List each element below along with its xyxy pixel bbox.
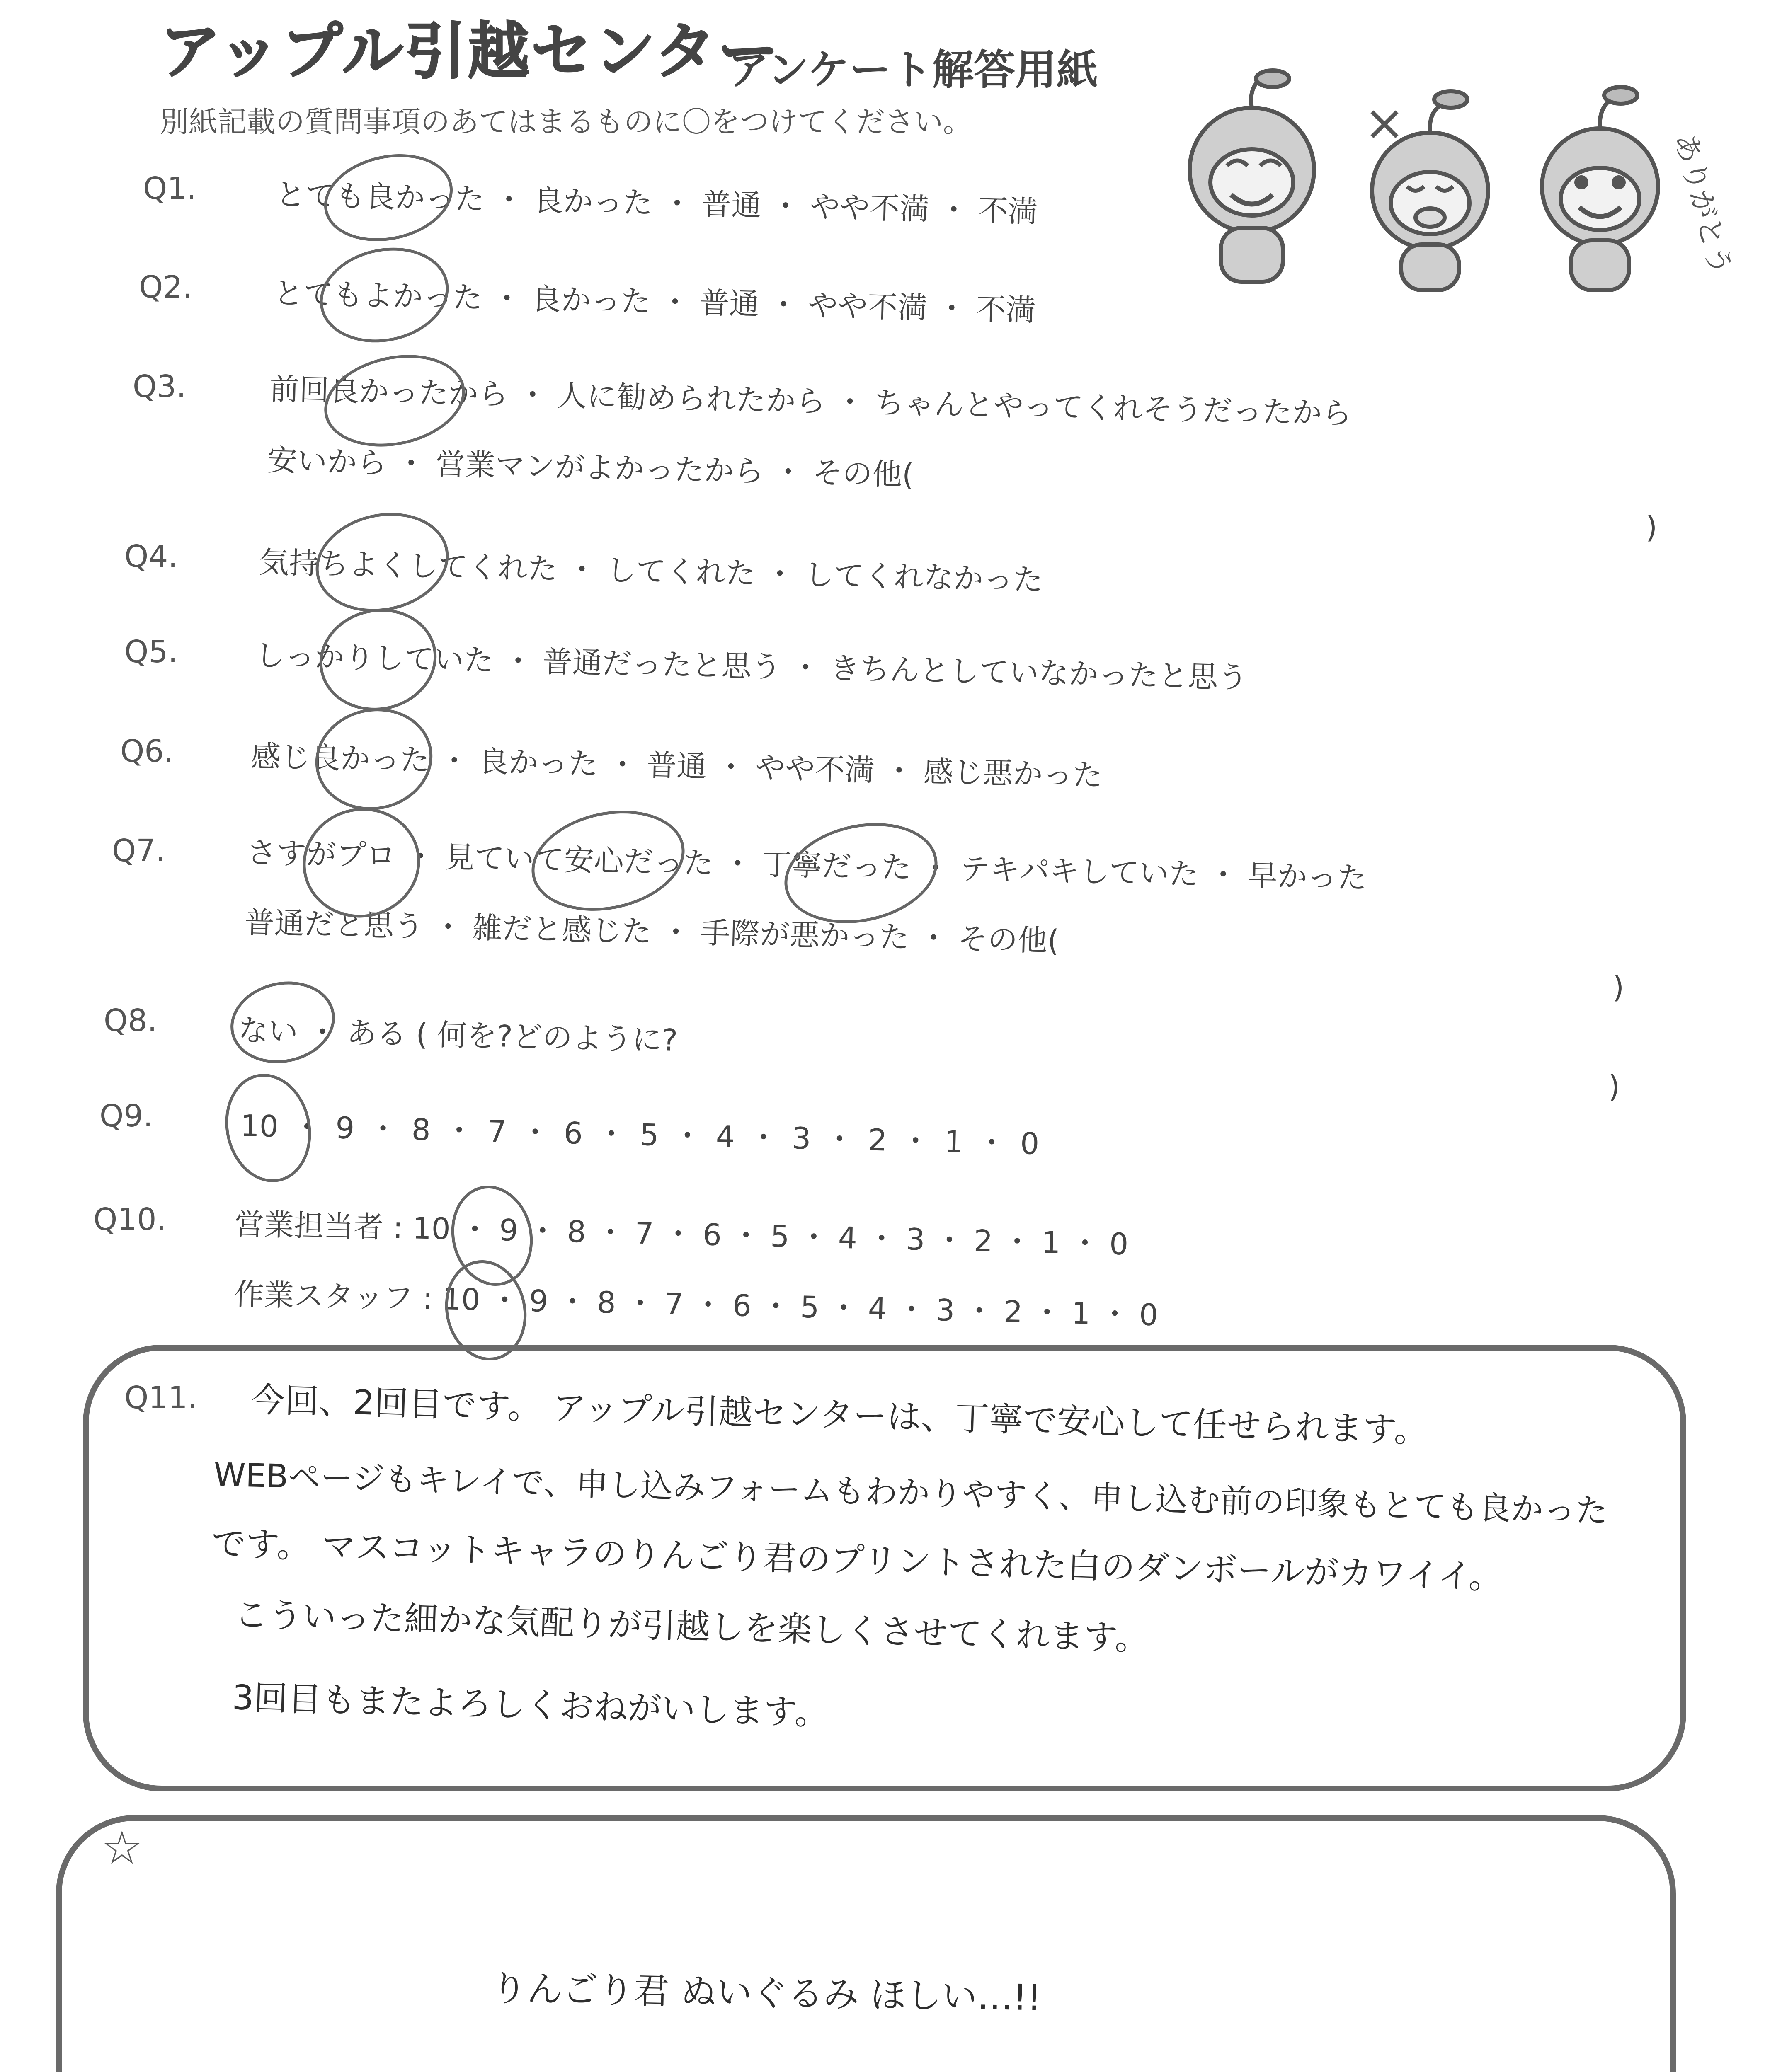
answer-circle-q1 — [316, 143, 461, 253]
mascot-illustration — [1181, 62, 1738, 294]
q6-label: Q6. — [120, 733, 174, 769]
q11-label: Q11. — [124, 1380, 197, 1416]
q7-options-line1: さすがプロ ・ 見ていて安心だった ・ 丁寧だった ・ テキパキしていた ・ 早かった — [246, 835, 1367, 896]
answer-circle-q5 — [310, 598, 446, 721]
answer-circle-q8 — [223, 972, 343, 1073]
star-icon: ☆ — [102, 1821, 143, 1874]
q10-staff-scale: 作業スタッフ : 10 ・ 9 ・ 8 ・ 7 ・ 6 ・ 5 ・ 4 ・ 3 ・ 2 ・ 1 ・ 0 — [234, 1276, 1159, 1333]
q2-label: Q2. — [139, 269, 192, 305]
q7-close-paren: ) — [1612, 970, 1624, 1005]
answer-circle-q9 — [216, 1066, 321, 1191]
star-comment-box — [56, 1815, 1676, 2072]
q3-options-line1: 前回良かったから ・ 人に勧められたから ・ ちゃんとやってくれそうだったから — [269, 371, 1353, 431]
q5-options: しっかりしていた ・ 普通だったと思う ・ きちんとしていなかったと思う — [255, 637, 1249, 695]
company-name: アップル引越センター — [160, 16, 781, 87]
q8-close-paren: ) — [1608, 1069, 1620, 1104]
star-comment-line1: りんごり君 ぬいぐるみ ほしい…!! — [491, 1968, 1042, 2019]
q7-options-line2: 普通だと思う ・ 雑だと感じた ・ 手際が悪かった ・ その他( — [244, 905, 1060, 959]
q3-close-paren: ) — [1646, 510, 1658, 545]
q8-label: Q8. — [104, 1003, 157, 1038]
q11-comment-line3: です。 マスコットキャラのりんごり君のプリントされた白のダンボールがカワイイ。 — [211, 1524, 1503, 1597]
q9-label: Q9. — [99, 1098, 153, 1134]
q11-comment-line4: こういった細かな気配りが引越しを楽しくさせてくれます。 — [233, 1595, 1150, 1658]
q9-scale: 10 ・ 9 ・ 8 ・ 7 ・ 6 ・ 5 ・ 4 ・ 3 ・ 2 ・ 1 ・ 0 — [240, 1108, 1040, 1161]
mascot-thanks-text: ありがとう — [1668, 130, 1738, 279]
q11-comment-line2: WEBページもキレイで、申し込みフォームもわかりやすく、申し込む前の印象もとても良かった — [213, 1456, 1609, 1530]
instruction-text: 別紙記載の質問事項のあてはまるものに〇をつけてください。 — [160, 105, 972, 139]
q11-comment-line5: 3回目もまたよろしくおねがいします。 — [231, 1678, 829, 1733]
q7-label: Q7. — [112, 833, 165, 869]
q4-label: Q4. — [124, 539, 178, 574]
q5-label: Q5. — [124, 634, 178, 670]
q3-label: Q3. — [133, 369, 186, 404]
answer-circle-q4 — [306, 501, 458, 624]
q1-options: とても良かった ・ 良かった ・ 普通 ・ やや不満 ・ 不満 — [275, 177, 1038, 229]
answer-circle-q2 — [311, 236, 458, 354]
q2-options: とてもよかった ・ 良かった ・ 普通 ・ やや不満 ・ 不満 — [273, 276, 1036, 328]
q1-label: Q1. — [143, 171, 196, 206]
q4-options: 気持ちよくしてくれた ・ してくれた ・ してくれなかった — [259, 545, 1044, 598]
q10-sales-scale: 営業担当者 : 10 ・ 9 ・ 8 ・ 7 ・ 6 ・ 5 ・ 4 ・ 3 ・ 2 ・ 1 ・ 0 — [234, 1206, 1129, 1262]
answer-circle-q6 — [306, 697, 442, 821]
form-title: アンケート解答用紙 — [727, 46, 1098, 94]
q6-options: 感じ良かった ・ 良かった ・ 普通 ・ やや不満 ・ 感じ悪かった — [250, 738, 1103, 793]
q10-label: Q10. — [93, 1202, 166, 1237]
q11-comment-line1: 今回、2回目です。 アップル引越センターは、丁寧で安心して任せられます。 — [250, 1380, 1429, 1451]
q8-options: ない ・ ある ( 何を?どのように? — [238, 1012, 678, 1058]
q3-options-line2: 安いから ・ 営業マンがよかったから ・ その他( — [267, 443, 914, 492]
